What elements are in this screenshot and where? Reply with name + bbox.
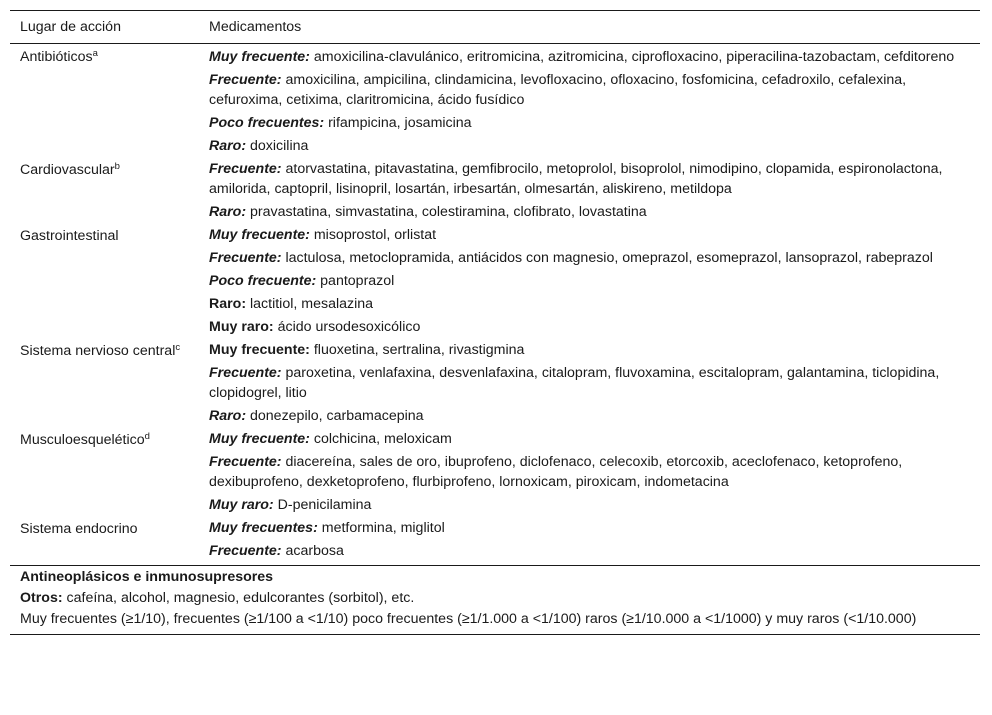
drugs-cell: [199, 112, 980, 135]
frequency-label: Muy frecuente:: [209, 227, 310, 243]
drug-list: diacereína, sales de oro, ibuprofeno, diclofenaco, celecoxib, etorcoxib, aceclofenaco, ketoprofeno, dexibuprofeno, dexketoprofeno, flurbiprofeno, lornoxicam, piroxicam, indometacina: [209, 454, 903, 490]
drugs-cell: [199, 158, 980, 201]
drugs-cell: [199, 44, 980, 70]
table-row: [10, 517, 980, 540]
drug-list: donezepilo, carbamacepina: [250, 408, 424, 424]
drug-list: ácido ursodesoxicólico: [277, 319, 421, 335]
frequency-label: Muy raro:: [209, 497, 274, 513]
frequency-label: Muy frecuente:: [209, 342, 310, 358]
frequency-label: Raro:: [209, 204, 247, 220]
drug-list: metformina, miglitol: [321, 520, 445, 536]
site-label: Cardiovascular: [20, 162, 115, 178]
drug-table: [10, 10, 980, 563]
drug-list: acarbosa: [285, 543, 344, 559]
frequency-label: Muy frecuentes:: [209, 520, 318, 536]
drug-list: misoprostol, orlistat: [313, 227, 437, 243]
frequency-label: Frecuente:: [209, 161, 282, 177]
frequency-label: Raro:: [209, 296, 247, 312]
site-label: Antibióticos: [20, 49, 93, 65]
footer-legend: Muy frecuentes (≥1/10), frecuentes (≥1/100 a <1/10) poco frecuentes (≥1/1.000 a <1/100) raros (≥1/10.000 a <1/1000) y muy raros (<1/10.000): [20, 611, 917, 627]
site-cell: [10, 517, 199, 563]
drug-list: amoxicilina-clavulánico, eritromicina, azitromicina, ciprofloxacino, piperacilina-tazobactam, cefditoreno: [313, 49, 955, 65]
frequency-label: Frecuente:: [209, 250, 282, 266]
frequency-label: Frecuente:: [209, 72, 282, 88]
drugs-cell: [199, 362, 980, 405]
site-cell: [10, 428, 199, 517]
table-row: [10, 428, 980, 451]
drug-list: D-penicilamina: [277, 497, 372, 513]
footer-others-label: Otros:: [20, 590, 63, 606]
drugs-cell: [199, 201, 980, 224]
site-footnote-marker: a: [92, 48, 98, 59]
table-row: [10, 224, 980, 247]
table-header-row: [10, 11, 980, 44]
drugs-cell: [199, 339, 980, 362]
site-label: Sistema endocrino: [20, 521, 138, 537]
drug-list: colchicina, meloxicam: [313, 431, 452, 447]
drugs-cell: [199, 270, 980, 293]
footer-others-text: cafeína, alcohol, magnesio, edulcorantes (sorbitol), etc.: [66, 590, 415, 606]
drugs-cell: [199, 316, 980, 339]
table-row: [10, 158, 980, 201]
frequency-label: Muy frecuente:: [209, 431, 310, 447]
drugs-cell: [199, 428, 980, 451]
frequency-label: Frecuente:: [209, 454, 282, 470]
drug-list: paroxetina, venlafaxina, desvenlafaxina, citalopram, fluvoxamina, escitalopram, galantamina, ticlopidina, clopidogrel, litio: [209, 365, 940, 401]
site-label: Musculoesquelético: [20, 432, 145, 448]
drugs-cell: [199, 494, 980, 517]
drug-list: atorvastatina, pitavastatina, gemfibrocilo, metoprolol, bisoprolol, nimodipino, clopamida, espironolactona, amilorida, captopril, lisinopril, losartán, irbesartán, olmesartán, aliskireno, metildopa: [209, 161, 943, 197]
drug-list: doxicilina: [250, 138, 309, 154]
drug-table-wrapper: [10, 10, 980, 635]
site-cell: [10, 224, 199, 339]
frequency-label: Muy frecuente:: [209, 49, 310, 65]
frequency-label: Poco frecuentes:: [209, 115, 325, 131]
drug-list: lactitiol, mesalazina: [250, 296, 374, 312]
site-cell: [10, 44, 199, 159]
footer-others: [20, 588, 970, 609]
table-row: [10, 44, 980, 70]
frequency-label: Frecuente:: [209, 365, 282, 381]
table-body: [10, 44, 980, 564]
drug-list: rifampicina, josamicina: [328, 115, 472, 131]
drugs-cell: [199, 293, 980, 316]
drugs-cell: [199, 224, 980, 247]
site-footnote-marker: c: [175, 342, 181, 353]
site-label: Sistema nervioso central: [20, 343, 176, 359]
site-cell: [10, 158, 199, 224]
frequency-label: Raro:: [209, 408, 247, 424]
drug-list: fluoxetina, sertralina, rivastigmina: [313, 342, 525, 358]
drugs-cell: [199, 135, 980, 158]
drugs-cell: [199, 405, 980, 428]
footer-section-title: Antineoplásicos e inmunosupresores: [20, 569, 274, 585]
frequency-label: Muy raro:: [209, 319, 274, 335]
table-footer: [10, 565, 980, 635]
drugs-cell: [199, 247, 980, 270]
drug-list: amoxicilina, ampicilina, clindamicina, levofloxacino, ofloxacino, fosfomicina, cefadroxilo, cefalexina, cefuroxima, cetixima, claritromicina, ácido fusídico: [209, 72, 907, 108]
frequency-label: Raro:: [209, 138, 247, 154]
site-footnote-marker: b: [114, 161, 120, 172]
drug-list: pantoprazol: [320, 273, 395, 289]
header-site: Lugar de acción: [10, 11, 199, 44]
header-drugs: Medicamentos: [199, 11, 980, 44]
frequency-label: Frecuente:: [209, 543, 282, 559]
drugs-cell: [199, 540, 980, 563]
drugs-cell: [199, 451, 980, 494]
frequency-label: Poco frecuente:: [209, 273, 317, 289]
site-cell: [10, 339, 199, 428]
site-label: Gastrointestinal: [20, 228, 119, 244]
table-row: [10, 339, 980, 362]
drugs-cell: [199, 69, 980, 112]
drugs-cell: [199, 517, 980, 540]
drug-list: lactulosa, metoclopramida, antiácidos con magnesio, omeprazol, esomeprazol, lansoprazol, rabeprazol: [285, 250, 933, 266]
site-footnote-marker: d: [144, 431, 150, 442]
drug-list: pravastatina, simvastatina, colestiramina, clofibrato, lovastatina: [250, 204, 647, 220]
